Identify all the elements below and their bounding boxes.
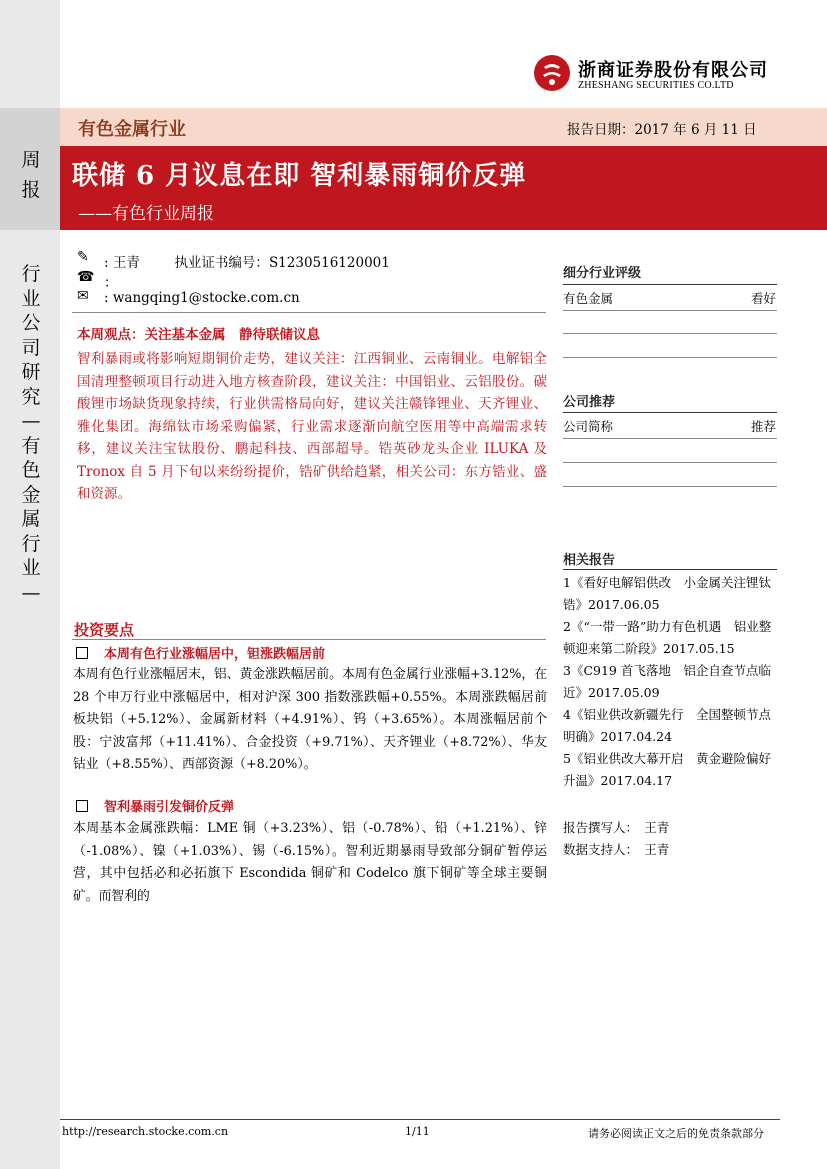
report-title: 联储 6 月议息在即 智利暴雨铜价反弹 xyxy=(72,161,527,191)
view-heading: 本周观点：关注基本金属 静待联储议息 xyxy=(77,327,320,343)
rating-industry: 有色金属 xyxy=(563,291,614,306)
page-number: 1/11 xyxy=(405,1125,430,1138)
pencil-icon: ✎ xyxy=(77,249,89,265)
author-phone: ： xyxy=(104,275,118,291)
checkbox-bullet-icon xyxy=(76,800,88,812)
point-1-title: 本周有色行业涨幅居中，钽涨跌幅居前 xyxy=(104,647,326,662)
footer-divider xyxy=(60,1119,780,1120)
sidebar-category: 行业公司研究—有色金属行业— xyxy=(21,263,41,604)
industry-label: 有色金属行业 xyxy=(78,119,186,140)
invest-divider xyxy=(72,639,546,640)
report-type-label: 周报 xyxy=(21,149,41,201)
rating-value: 看好 xyxy=(751,291,777,306)
view-body: 智利暴雨或将影响短期铜价走势，建议关注：江西铜业、云南铜业。电解铝全国清理整顿项目行动进入地方核查阶段，建议关注：中国铝业、云铝股份。碳酸锂市场缺货现象持续，行业供需格局向好，建议关注赣锋锂业、天齐锂业、雅化集团。海绵钛市场采购偏紧，行业需求逐渐向航空医用等中高端需求转移，建议关注宝钛股份、鹏起科技、西部超导。锆英砂龙头企业 ILUKA 及 Tronox 自 5 月下旬以来纷纷提价，锆矿供给趋紧，相关公司：东方锆业、盛和资源。 xyxy=(77,351,547,502)
data-support: 数据支持人： 王青 xyxy=(563,842,670,857)
company-logo-icon xyxy=(534,55,570,91)
related-report-1[interactable]: 1《看好电解铝供改 小金属关注锂钛锆》2017.06.05 xyxy=(563,575,771,612)
point-1-title-row xyxy=(76,643,325,662)
license-number: S1230516120001 xyxy=(268,255,390,271)
author-divider xyxy=(72,312,546,313)
point-2-body: 本周基本金属涨跌幅：LME 铜（+3.23%）、铝（-0.78%）、铅（+1.21%）、锌（-1.08%）、镍（+1.03%）、锡（-6.15%）。智利近期暴雨导致部分铜矿暂停运营，其中包括必和必拓旗下 Escondida 铜矿和 Codelco 旗下铜矿等全球主要铜矿。而智利的 xyxy=(73,821,547,904)
company-col-name: 公司简称 xyxy=(563,419,614,434)
company-col-rec: 推荐 xyxy=(751,419,777,434)
report-writer: 报告撰写人： 王青 xyxy=(563,820,670,835)
report-subtitle: ——有色行业周报 xyxy=(78,204,214,224)
company-name-en: ZHESHANG SECURITIES CO.LTD xyxy=(578,80,734,91)
footer-url[interactable]: http://research.stocke.com.cn xyxy=(62,1125,229,1138)
related-report-3[interactable]: 3《C919 首飞落地 铝企自查节点临近》2017.05.09 xyxy=(563,663,771,700)
checkbox-bullet-icon xyxy=(76,647,88,659)
point-2-title: 智利暴雨引发铜价反弹 xyxy=(104,800,235,815)
author-name: 王青 xyxy=(112,255,140,271)
envelope-icon: ✉ xyxy=(77,288,89,304)
related-report-4[interactable]: 4《铝业供改新疆先行 全国整顿节点明确》2017.04.24 xyxy=(563,707,771,744)
related-report-2[interactable]: 2《“一带一路”助力有色机遇 铝业整顿迎来第二阶段》2017.05.15 xyxy=(563,619,772,656)
related-heading: 相关报告 xyxy=(563,553,616,568)
rating-heading: 细分行业评级 xyxy=(563,266,642,281)
license-label: 执业证书编号： xyxy=(174,255,269,271)
telephone-icon: ☎ xyxy=(77,269,95,285)
report-date: 报告日期：2017 年 6 月 11 日 xyxy=(567,122,757,138)
point-1-body: 本周有色行业涨幅居末，铝、黄金涨跌幅居前。本周有色金属行业涨幅+3.12%，在 28 个申万行业中涨幅居中，相对沪深 300 指数涨跌幅+0.55%。本周涨跌幅居前板块铝（+5.12%）、金属新材料（+4.91%）、钨（+3.65%）。本周涨幅居前个股：宁波富邦（+11.41%）、合金投资（+9.71%）、天齐锂业（+8.72%）、华友钴业（+8.55%）、西部资源（+8.20%）。 xyxy=(73,667,547,772)
author-email[interactable]: wangqing1@stocke.com.cn xyxy=(112,290,300,306)
point-2-title-row xyxy=(76,796,234,815)
related-report-5[interactable]: 5《铝业供改大幕开启 黄金避险偏好升温》2017.04.17 xyxy=(563,751,771,788)
company-name: 浙商证券股份有限公司 xyxy=(578,60,768,81)
footer-disclaimer: 请务必阅读正文之后的免责条款部分 xyxy=(588,1127,764,1140)
invest-heading: 投资要点 xyxy=(74,621,135,639)
author-line: : 王青 执业证书编号：S1230516120001 xyxy=(104,255,390,271)
company-heading: 公司推荐 xyxy=(563,395,616,410)
